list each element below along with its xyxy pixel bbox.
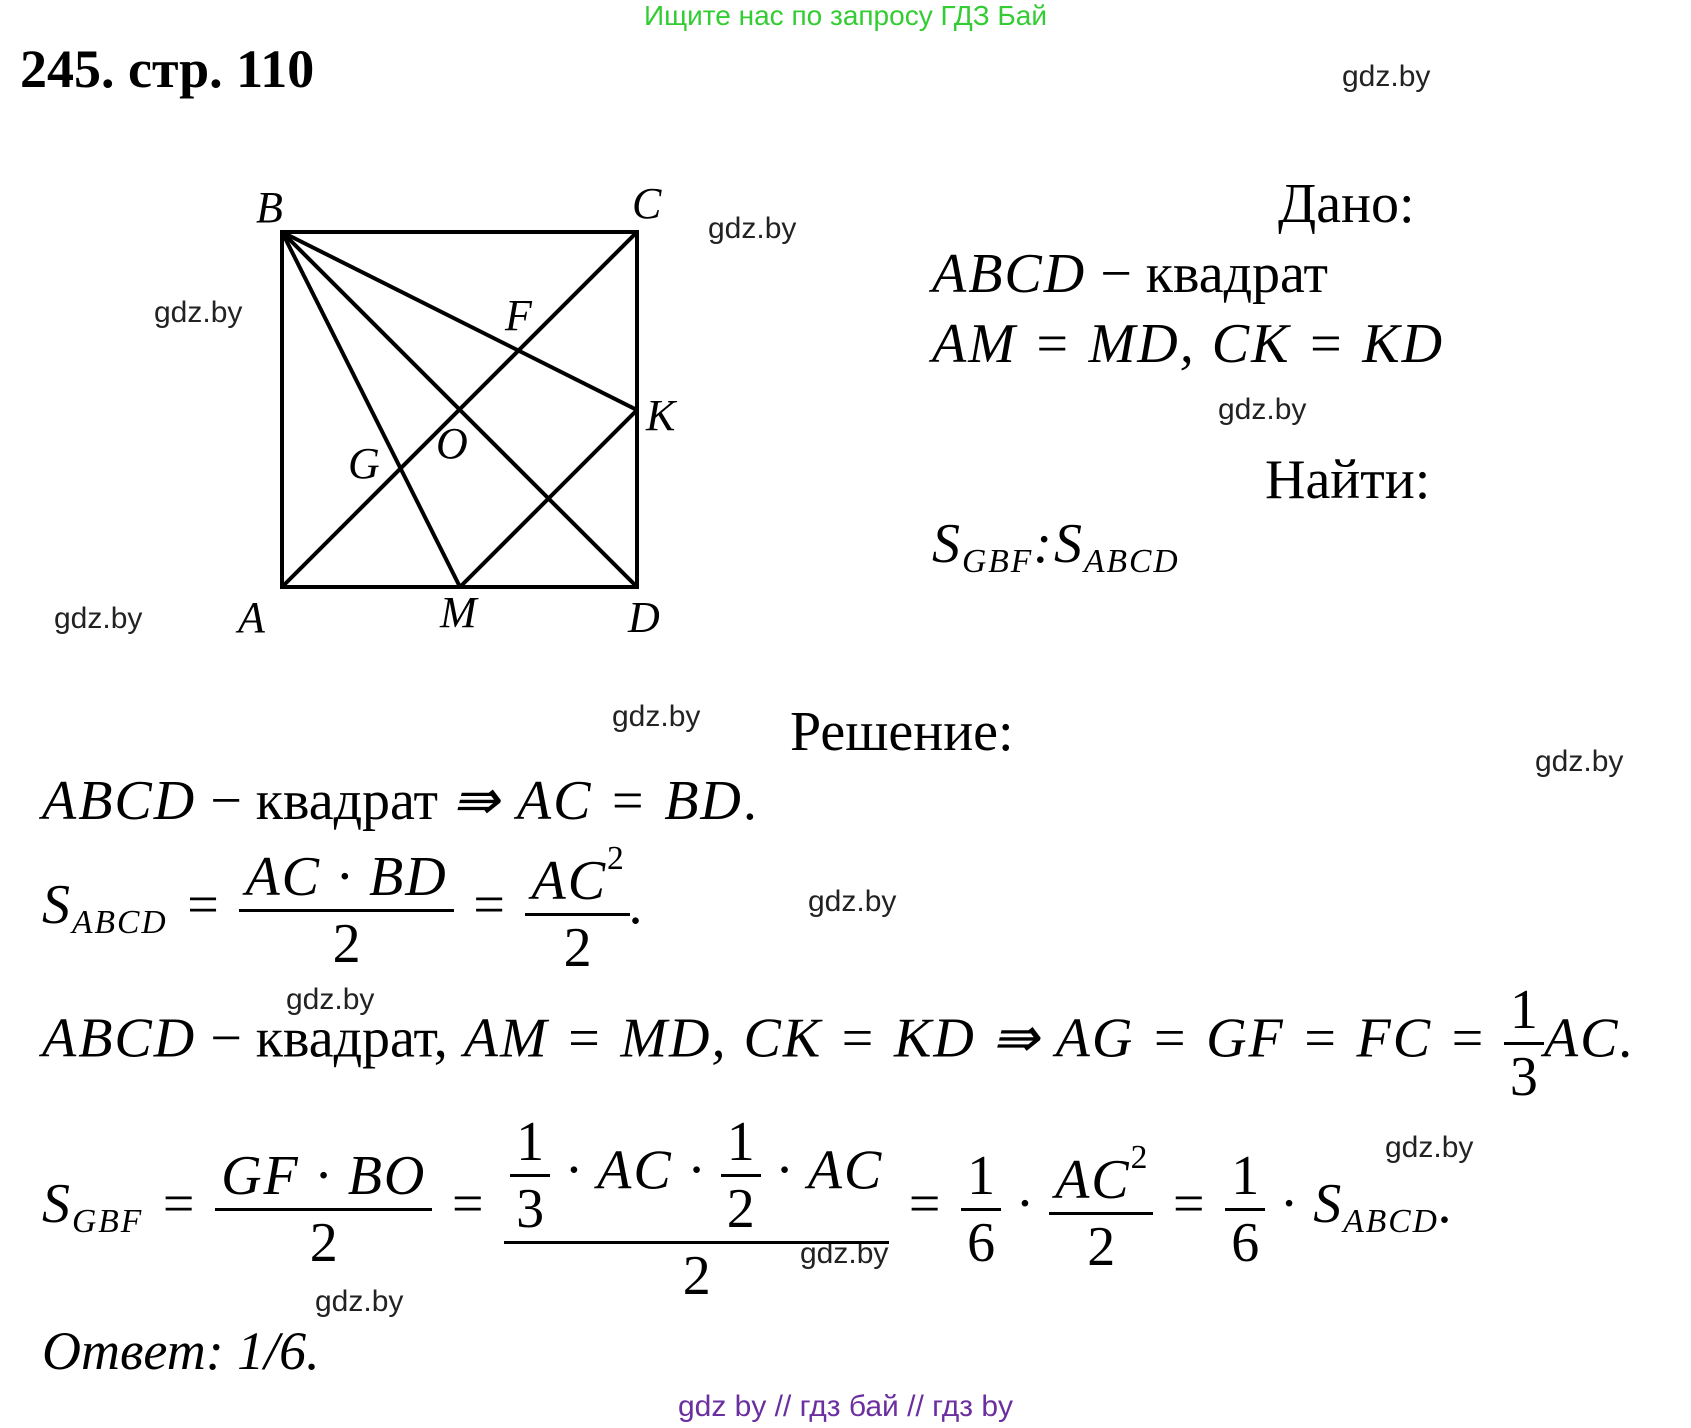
given-line-2: AM = MD, CK = KD xyxy=(932,313,1445,375)
watermark: gdz.by xyxy=(1535,745,1624,778)
fraction: $\frac{AC^2}{2}$ xyxy=(525,840,629,980)
solution-line-2: $S_{ABCD}$ = $\frac{AC \cdot BD}{2}$ = $\frac{AC^2}{2}$ . xyxy=(42,840,646,980)
fraction: $\frac{1}{6}$ xyxy=(961,1144,1001,1275)
label-g: G xyxy=(348,439,380,488)
find-s-gbf: S xyxy=(932,513,962,575)
find-sub-gbf: GBF xyxy=(962,543,1034,581)
segment-bk xyxy=(282,232,637,410)
top-banner[interactable]: Ищите нас по запросу ГДЗ Бай xyxy=(643,0,1048,31)
find-s-abcd: S xyxy=(1053,513,1084,575)
segment-bm xyxy=(282,232,460,587)
watermark: gdz.by xyxy=(286,983,375,1016)
watermark: gdz.by xyxy=(612,700,701,733)
given-line-1 xyxy=(932,242,1328,306)
watermark: gdz.by xyxy=(1342,60,1431,93)
label-o: O xyxy=(436,419,468,468)
label-c: C xyxy=(632,179,662,228)
task-title: 245. стр. 110 xyxy=(20,39,315,99)
find-colon: : xyxy=(1033,513,1054,575)
find-expression xyxy=(932,512,1180,581)
watermark: gdz.by xyxy=(1385,1131,1474,1164)
fraction: $\frac{AC \cdot BD}{2}$ xyxy=(239,845,453,976)
solution-line-1: ABCD − квадрат ⇛ AC = BD. xyxy=(42,770,757,832)
given-square: ABCD xyxy=(932,243,1087,305)
find-sub-abcd: ABCD xyxy=(1083,543,1180,581)
fraction: $\frac{1}{3}$ xyxy=(510,1110,550,1241)
solution-line-3: ABCD − квадрат, AM = MD, CK = KD ⇛ AG = GF = FC = $\frac{1}{3}$ AC. xyxy=(42,979,1636,1108)
watermark: gdz.by xyxy=(54,602,143,635)
fraction: $\frac{GF \cdot BO}{2}$ xyxy=(215,1144,432,1275)
watermark: gdz.by xyxy=(808,885,897,918)
label-f: F xyxy=(505,291,532,340)
watermark: gdz.by xyxy=(315,1285,404,1318)
label-a: A xyxy=(238,593,265,642)
watermark: gdz.by xyxy=(708,212,797,245)
fraction: $\frac{1}{2}$ xyxy=(721,1110,761,1241)
label-b: B xyxy=(256,183,283,232)
answer: Ответ: 1/6. xyxy=(42,1321,320,1381)
fraction: $\frac{AC^2}{2}$ xyxy=(1049,1139,1153,1279)
watermark: gdz.by xyxy=(800,1237,889,1270)
label-m: M xyxy=(440,588,477,637)
fraction: $\frac{1}{3}$ xyxy=(1504,978,1544,1109)
label-d: D xyxy=(628,593,660,642)
fraction: $\frac{1}{6}$ xyxy=(1225,1144,1265,1275)
label-k: K xyxy=(646,391,676,440)
given-square-word: − квадрат xyxy=(1086,243,1328,305)
solution-line-4: $S_{GBF}$ = $\frac{GF \cdot BO}{2}$ = $\frac{1}{3}$ · AC · $\frac{1}{2}$ · AC 2 = $\frac{1}{6}$ · $\frac{AC^2}{2}$ = $\frac{1}{6}$ · $S_{ABCD}$. xyxy=(42,1111,1455,1307)
watermark: gdz.by xyxy=(1218,393,1307,426)
solution-heading: Решение: xyxy=(790,701,1014,763)
watermark: gdz.by xyxy=(154,296,243,329)
fraction: $\frac{1}{3}$ · AC · $\frac{1}{2}$ · AC 2 xyxy=(504,1110,889,1308)
find-heading: Найти: xyxy=(1265,449,1431,511)
footer-links[interactable]: gdz by // гдз бай // гдз by xyxy=(677,1390,1014,1423)
given-heading: Дано: xyxy=(1278,173,1415,235)
